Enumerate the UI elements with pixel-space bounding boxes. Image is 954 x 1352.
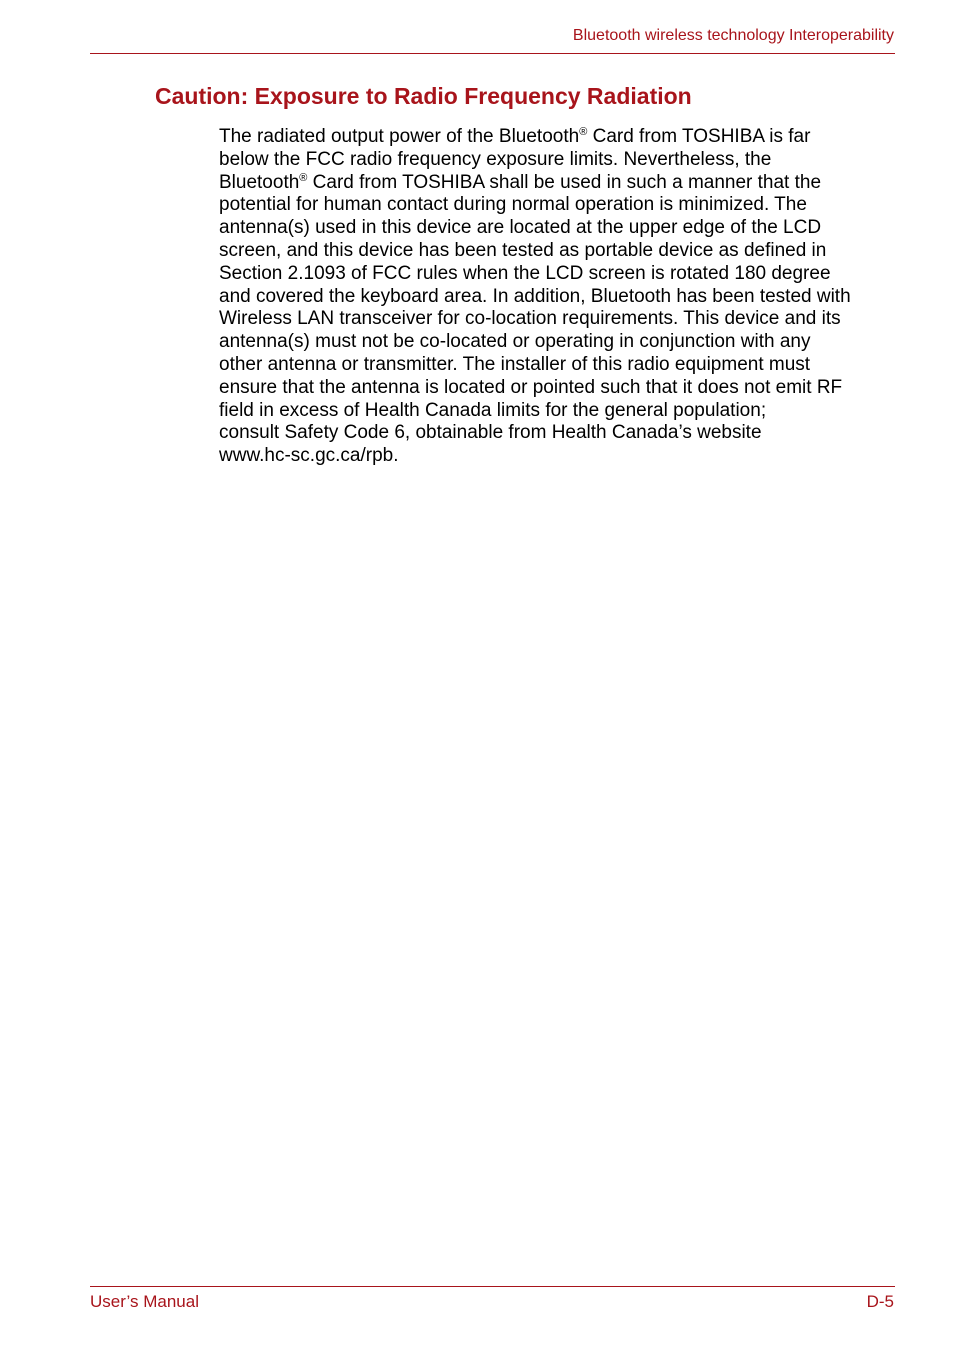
paragraph-line: The radiated output power of the Bluetooth® Card from TOSHIBA is far: [219, 126, 811, 147]
paragraph-line: antenna(s) must not be co-located or operating in conjunction with any: [219, 331, 811, 353]
paragraph-line: and covered the keyboard area. In addition, Bluetooth has been tested with: [219, 285, 851, 307]
registered-trademark: ®: [579, 126, 588, 138]
paragraph-line: Wireless LAN transceiver for co-location requirements. This device and its: [219, 308, 841, 330]
paragraph-line: potential for human contact during normal operation is minimized. The: [219, 194, 807, 216]
paragraph-line: ensure that the antenna is located or pointed such that it does not emit RF: [219, 376, 843, 398]
page-number: D-5: [866, 1292, 894, 1311]
paragraph-line: Section 2.1093 of FCC rules when the LCD screen is rotated 180 degree: [219, 262, 831, 284]
paragraph-line: antenna(s) used in this device are located at the upper edge of the LCD: [219, 217, 822, 239]
paragraph-line: Bluetooth® Card from TOSHIBA shall be used in such a manner that the: [219, 171, 822, 193]
paragraph-line: other antenna or transmitter. The installer of this radio equipment must: [219, 353, 811, 375]
section-heading: Caution: Exposure to Radio Frequency Radiation: [155, 83, 692, 109]
paragraph-line: consult Safety Code 6, obtainable from Health Canada’s website: [219, 422, 762, 444]
footer-divider: [90, 1286, 895, 1287]
chapter-title: Bluetooth wireless technology Interoperability: [572, 27, 894, 44]
registered-trademark: ®: [299, 171, 308, 184]
manual-title: User’s Manual: [90, 1292, 199, 1311]
paragraph-line: www.hc-sc.gc.ca/rpb.: [219, 445, 399, 467]
body-paragraph: [219, 126, 899, 468]
paragraph-line: screen, and this device has been tested as portable device as defined in: [219, 239, 827, 261]
header-divider: [90, 53, 895, 54]
paragraph-line: field in excess of Health Canada limits for the general population;: [219, 399, 767, 421]
paragraph-line: below the FCC radio frequency exposure limits. Nevertheless, the: [219, 148, 772, 170]
